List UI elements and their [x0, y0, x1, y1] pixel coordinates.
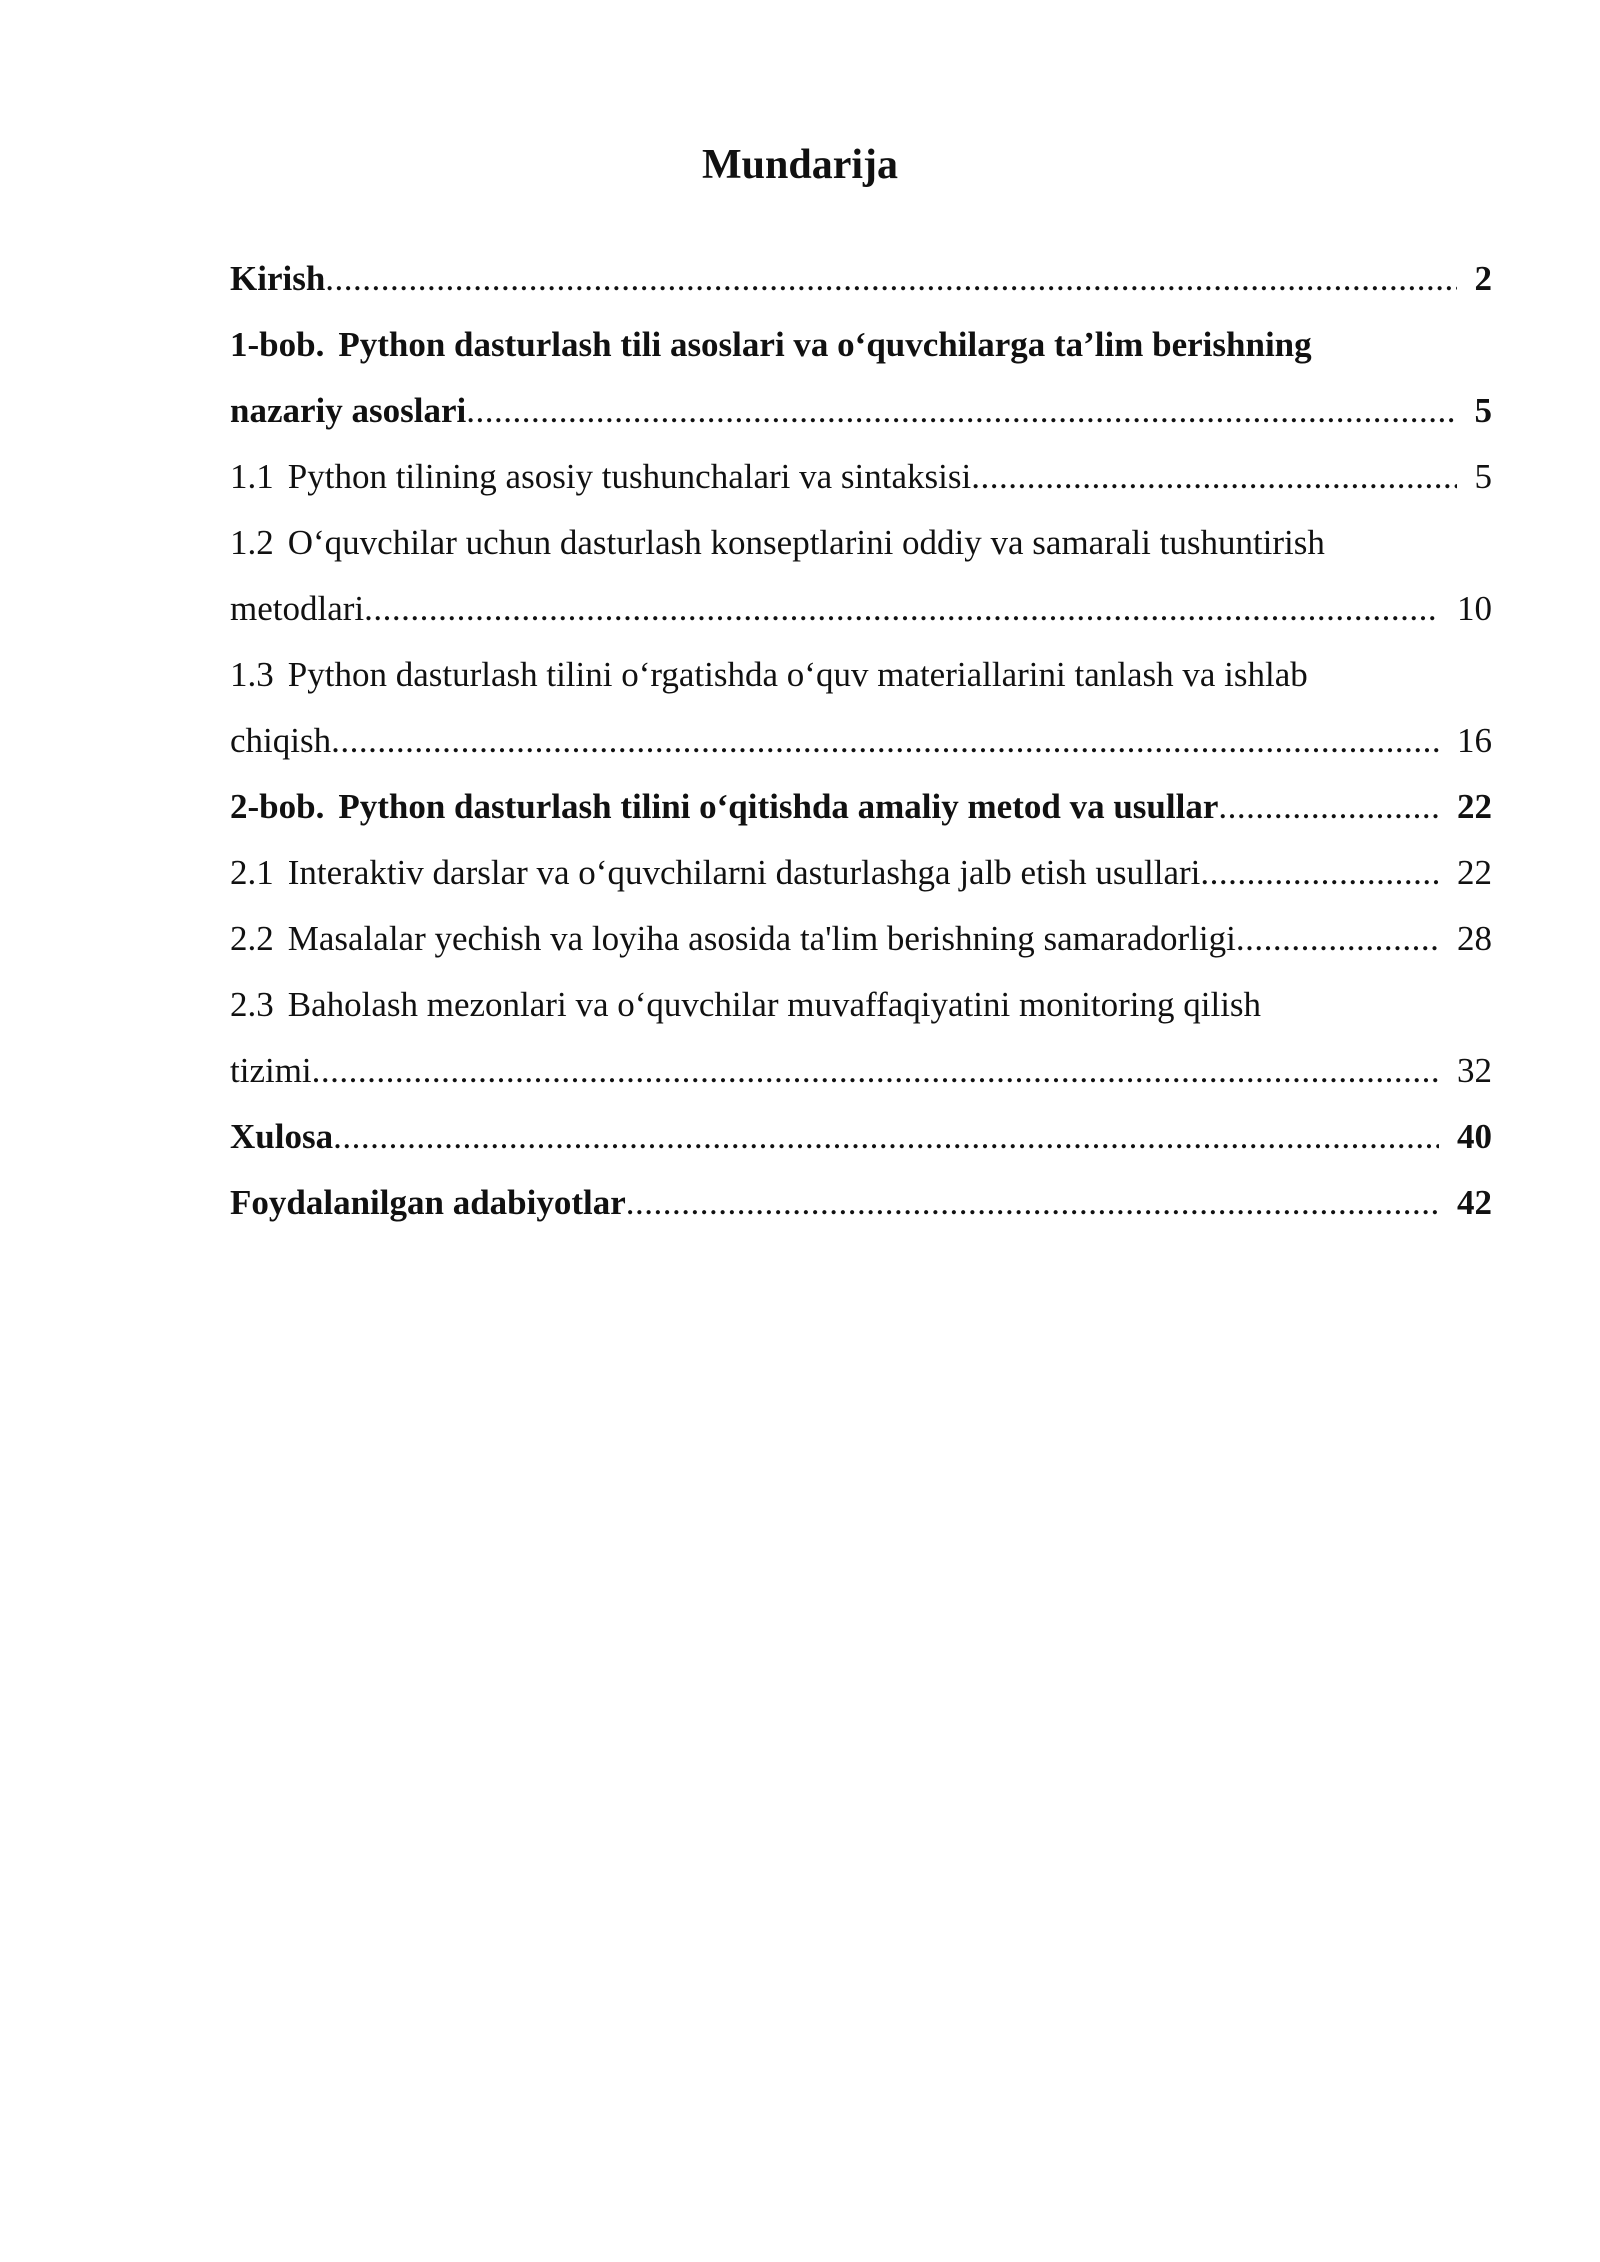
- toc-leader-line: [230, 378, 1492, 444]
- dot-leader: [333, 1104, 1439, 1170]
- toc-leader-line: [230, 774, 1492, 840]
- toc-entry-first-line: [230, 312, 1492, 378]
- toc-entry-title: Python tilining asosiy tushunchalari va sintaksisi: [287, 457, 972, 496]
- toc-entry-number: 1.1: [230, 457, 274, 496]
- toc-entry-title: Python dasturlash tilini o‘rgatishda o‘quv materiallarini tanlash va ishlab: [287, 655, 1308, 694]
- toc-entry-first-line: [230, 510, 1492, 576]
- toc-entry-section-1-3: [230, 642, 1492, 774]
- toc-entry-title: Baholash mezonlari va o‘quvchilar muvaffaqiyatini monitoring qilish: [287, 985, 1262, 1024]
- toc-entry-title: Xulosa: [230, 1117, 334, 1156]
- toc-entry-number: 1.3: [230, 655, 274, 694]
- dot-leader: [1236, 906, 1439, 972]
- toc-page-number: 40: [1457, 1117, 1492, 1156]
- toc-entry-number: 2-bob.: [230, 787, 325, 826]
- toc-leader-line: [230, 906, 1492, 972]
- toc-page-number: 28: [1457, 919, 1492, 958]
- dot-leader: [971, 444, 1456, 510]
- toc-page-number: 22: [1457, 787, 1492, 826]
- toc-entry-section-2-3: [230, 972, 1492, 1104]
- toc-entry-number: 2.3: [230, 985, 274, 1024]
- toc-page-number: 5: [1474, 457, 1492, 496]
- toc-entry-text: [230, 906, 1236, 972]
- toc-page-number: 16: [1457, 721, 1492, 760]
- toc-entry-title: Foydalanilgan adabiyotlar: [230, 1183, 626, 1222]
- toc-entry-title-continued: nazariy asoslari: [230, 391, 467, 430]
- toc-leader-line: [230, 246, 1492, 312]
- toc-page-number: 10: [1457, 589, 1492, 628]
- toc-entry-text: [230, 444, 971, 510]
- toc-leader-line: [230, 1104, 1492, 1170]
- toc-entry-title-continued: chiqish: [230, 721, 332, 760]
- dot-leader: [1200, 840, 1439, 906]
- toc-entry-title: Kirish: [230, 259, 326, 298]
- toc-entry-number: 2.2: [230, 919, 274, 958]
- toc-entry-kirish: [230, 246, 1492, 312]
- toc-entry-text: [230, 840, 1200, 906]
- toc-entry-title: Interaktiv darslar va o‘quvchilarni dasturlashga jalb etish usullari: [287, 853, 1201, 892]
- toc-page-number: 22: [1457, 853, 1492, 892]
- toc-page-number: 2: [1474, 259, 1492, 298]
- toc-leader-line: [230, 576, 1492, 642]
- toc-entry-first-line: [230, 642, 1492, 708]
- toc-entry-title: O‘quvchilar uchun dasturlash konseptlarini oddiy va samarali tushuntirish: [287, 523, 1325, 562]
- toc-entry-xulosa: [230, 1104, 1492, 1170]
- toc-page-number: 32: [1457, 1051, 1492, 1090]
- toc-entry-section-1-2: [230, 510, 1492, 642]
- toc-entry-references: [230, 1170, 1492, 1236]
- toc-entry-chapter-2: [230, 774, 1492, 840]
- table-of-contents: [230, 246, 1492, 1236]
- toc-entry-text: [230, 774, 1218, 840]
- toc-entry-title-continued: tizimi: [230, 1051, 312, 1090]
- dot-leader: [312, 1038, 1439, 1104]
- toc-leader-line: [230, 708, 1492, 774]
- toc-leader-line: [230, 840, 1492, 906]
- toc-entry-first-line: [230, 972, 1492, 1038]
- toc-entry-title: Python dasturlash tili asoslari va o‘quvchilarga ta’lim berishning: [338, 325, 1312, 364]
- dot-leader: [1218, 774, 1439, 840]
- toc-entry-number: 1-bob.: [230, 325, 325, 364]
- toc-entry-section-2-1: [230, 840, 1492, 906]
- toc-leader-line: [230, 1170, 1492, 1236]
- dot-leader: [626, 1170, 1439, 1236]
- toc-page-number: 5: [1474, 391, 1492, 430]
- dot-leader: [364, 576, 1439, 642]
- toc-entry-section-1-1: [230, 444, 1492, 510]
- toc-entry-section-2-2: [230, 906, 1492, 972]
- dot-leader: [466, 378, 1456, 444]
- toc-entry-title-continued: metodlari: [230, 589, 365, 628]
- toc-page-number: 42: [1457, 1183, 1492, 1222]
- toc-entry-number: 1.2: [230, 523, 274, 562]
- toc-entry-chapter-1: [230, 312, 1492, 444]
- toc-leader-line: [230, 444, 1492, 510]
- dot-leader: [331, 708, 1439, 774]
- dot-leader: [325, 246, 1456, 312]
- toc-entry-title: Python dasturlash tilini o‘qitishda amaliy metod va usullar: [338, 787, 1219, 826]
- page-title: Mundarija: [701, 142, 898, 188]
- toc-entry-title: Masalalar yechish va loyiha asosida ta'lim berishning samaradorligi: [287, 919, 1236, 958]
- toc-leader-line: [230, 1038, 1492, 1104]
- toc-entry-number: 2.1: [230, 853, 274, 892]
